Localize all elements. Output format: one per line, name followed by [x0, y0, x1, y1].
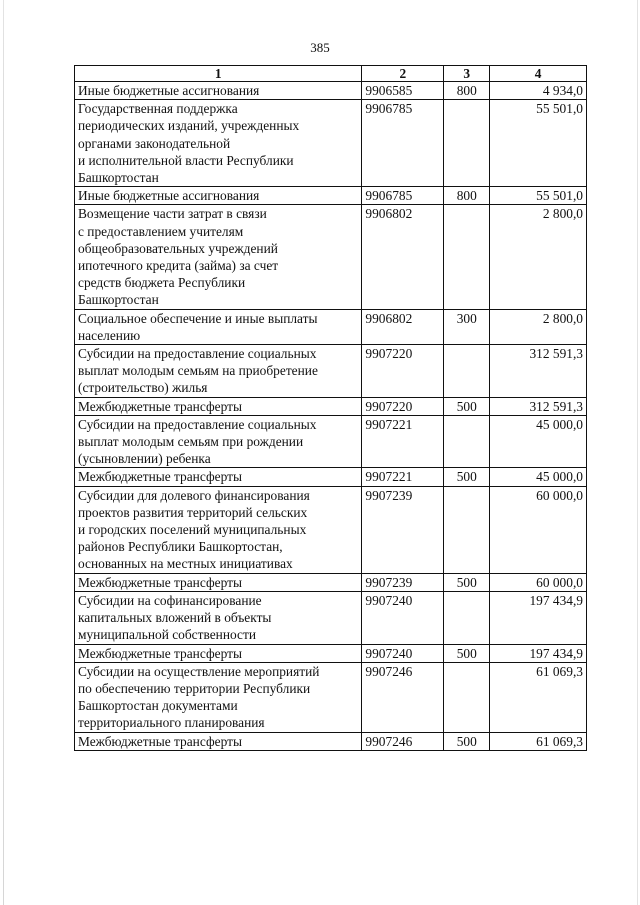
table-row: [75, 468, 587, 486]
cell-sum: 55 501,0: [490, 187, 587, 205]
table-row: [75, 486, 587, 573]
cell-sum: 2 800,0: [490, 309, 587, 344]
scan-edge-right: [637, 0, 638, 905]
table-row: [75, 187, 587, 205]
cell-name: Межбюджетные трансферты: [75, 644, 362, 662]
cell-sum: 4 934,0: [490, 82, 587, 100]
cell-name: Субсидии на софинансирование капитальных вложений в объекты муниципальной собственности: [75, 591, 362, 644]
cell-code: 9906585: [362, 82, 444, 100]
page-number: 385: [310, 40, 330, 55]
cell-sum: 197 434,9: [490, 644, 587, 662]
header-col-4: 4: [490, 66, 587, 82]
cell-code: 9907246: [362, 662, 444, 732]
cell-type: 300: [444, 309, 490, 344]
cell-code: 9907221: [362, 468, 444, 486]
cell-name: Субсидии для долевого финансирования проектов развития территорий сельских и городских поселений муниципальных районов Республики Башкортостан, основанных на местных инициативах: [75, 486, 362, 573]
cell-name: Социальное обеспечение и иные выплаты населению: [75, 309, 362, 344]
cell-type: 500: [444, 397, 490, 415]
table-body: [75, 82, 587, 751]
cell-sum: 60 000,0: [490, 486, 587, 573]
cell-type: [444, 415, 490, 468]
table-row: [75, 205, 587, 309]
cell-code: 9907246: [362, 732, 444, 750]
header-col-3: 3: [444, 66, 490, 82]
cell-name: Иные бюджетные ассигнования: [75, 187, 362, 205]
cell-code: 9907239: [362, 486, 444, 573]
budget-table: [74, 65, 587, 751]
table-row: [75, 591, 587, 644]
cell-name: Межбюджетные трансферты: [75, 732, 362, 750]
cell-type: 500: [444, 644, 490, 662]
cell-type: [444, 486, 490, 573]
cell-type: [444, 345, 490, 398]
cell-type: 800: [444, 82, 490, 100]
cell-name: Межбюджетные трансферты: [75, 397, 362, 415]
cell-name: Иные бюджетные ассигнования: [75, 82, 362, 100]
cell-sum: 312 591,3: [490, 345, 587, 398]
cell-sum: 61 069,3: [490, 732, 587, 750]
table-row: [75, 100, 587, 187]
cell-type: [444, 662, 490, 732]
cell-code: 9906785: [362, 187, 444, 205]
cell-code: 9907240: [362, 644, 444, 662]
cell-sum: 55 501,0: [490, 100, 587, 187]
cell-type: [444, 100, 490, 187]
cell-code: 9907240: [362, 591, 444, 644]
cell-type: 500: [444, 468, 490, 486]
scan-edge-left: [3, 0, 4, 905]
cell-name: Межбюджетные трансферты: [75, 468, 362, 486]
cell-sum: 2 800,0: [490, 205, 587, 309]
cell-name: Субсидии на предоставление социальных выплат молодым семьям при рождении (усыновлении) ребенка: [75, 415, 362, 468]
table-row: [75, 573, 587, 591]
cell-type: [444, 205, 490, 309]
cell-type: 800: [444, 187, 490, 205]
cell-code: 9907221: [362, 415, 444, 468]
cell-sum: 45 000,0: [490, 415, 587, 468]
table-row: [75, 732, 587, 750]
cell-code: 9907220: [362, 397, 444, 415]
cell-code: 9907220: [362, 345, 444, 398]
table-row: [75, 345, 587, 398]
table-row: [75, 309, 587, 344]
cell-type: 500: [444, 573, 490, 591]
table-row: [75, 397, 587, 415]
cell-type: [444, 591, 490, 644]
cell-type: 500: [444, 732, 490, 750]
table-row: [75, 82, 587, 100]
cell-name: Государственная поддержка периодических изданий, учрежденных органами законодательной и исполнительной власти Республики Башкортостан: [75, 100, 362, 187]
header-col-2: 2: [362, 66, 444, 82]
cell-sum: 197 434,9: [490, 591, 587, 644]
cell-sum: 60 000,0: [490, 573, 587, 591]
cell-sum: 61 069,3: [490, 662, 587, 732]
cell-name: Возмещение части затрат в связи с предоставлением учителям общеобразовательных учреждений ипотечного кредита (займа) за счет средств бюджета Республики Башкортостан: [75, 205, 362, 309]
header-col-1: 1: [75, 66, 362, 82]
cell-sum: 312 591,3: [490, 397, 587, 415]
cell-sum: 45 000,0: [490, 468, 587, 486]
header-row: [75, 66, 587, 82]
cell-name: Субсидии на осуществление мероприятий по обеспечению территории Республики Башкортостан документами территориального планирования: [75, 662, 362, 732]
cell-code: 9906802: [362, 205, 444, 309]
cell-code: 9907239: [362, 573, 444, 591]
cell-code: 9906785: [362, 100, 444, 187]
cell-name: Субсидии на предоставление социальных выплат молодым семьям на приобретение (строительство) жилья: [75, 345, 362, 398]
cell-name: Межбюджетные трансферты: [75, 573, 362, 591]
table-header: [75, 66, 587, 82]
cell-code: 9906802: [362, 309, 444, 344]
table-row: [75, 662, 587, 732]
table-row: [75, 644, 587, 662]
table-row: [75, 415, 587, 468]
